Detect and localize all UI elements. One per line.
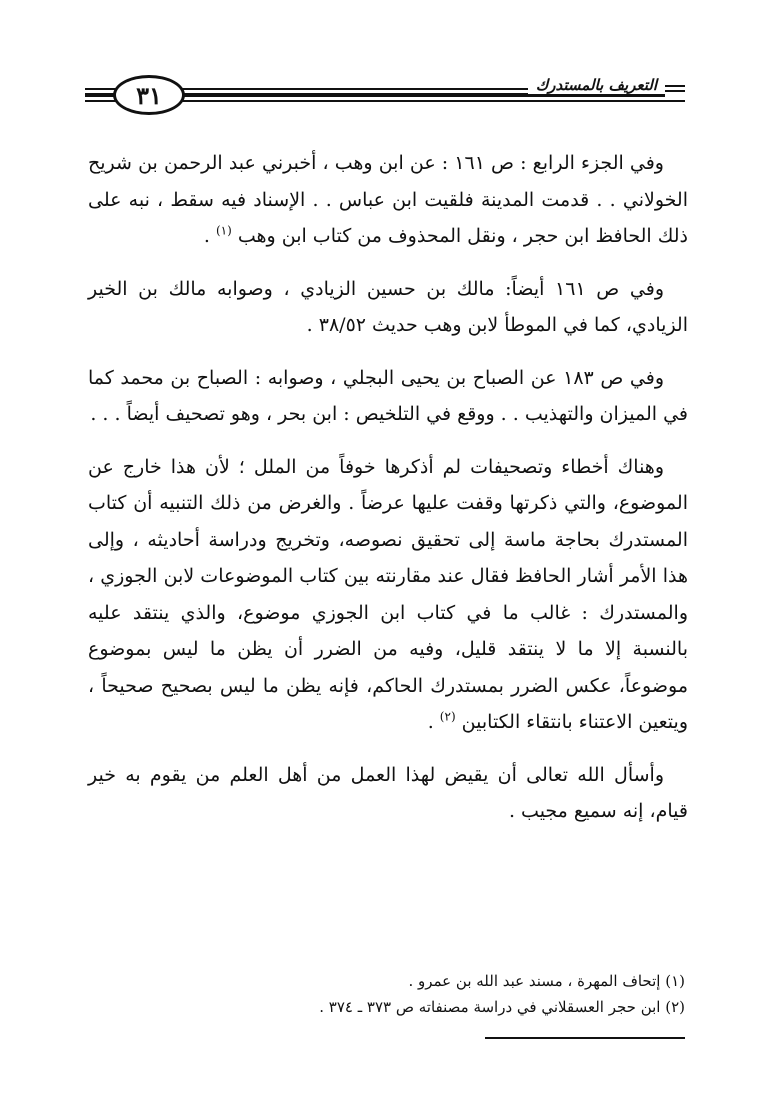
- paragraph: [88, 145, 688, 255]
- paragraph-ending: .: [203, 225, 216, 247]
- paragraph-text: وفي ص ١٨٣ عن الصباح بن يحيى البجلي ، وصوابه : الصباح بن محمد كما في الميزان والتهذيب . . ووقع في التلخيص : ابن بحر ، وهو تصحيف أيضاً . . .: [88, 366, 688, 425]
- footnote-ref: (٢): [439, 709, 456, 724]
- footnotes: [300, 968, 685, 1020]
- paragraph-text: وفي الجزء الرابع : ص ١٦١ : عن ابن وهب ، أخبرني عبد الرحمن بن شريح الخولاني . . قدمت المدينة فلقيت ابن عباس . . الإسناد فيه سقط ، نبه على ذلك الحافظ ابن حجر ، ونقل المحذوف من كتاب ابن وهب: [88, 152, 688, 247]
- footnote: (٢) ابن حجر العسقلاني في دراسة مصنفاته ص ٣٧٣ ـ ٣٧٤ .: [319, 998, 685, 1016]
- footnote-ref: (١): [215, 223, 232, 238]
- paragraph-text: وأسأل الله تعالى أن يقيض لهذا العمل من أهل العلم من يقوم به خير قيام، إنه سميع مجيب .: [88, 763, 688, 822]
- paragraph: [88, 271, 688, 344]
- paragraph: [88, 757, 688, 830]
- footnote-rule: [485, 1037, 685, 1039]
- paragraph-text: وفي ص ١٦١ أيضاً: مالك بن حسين الزيادي ، وصوابه مالك بن الخير الزيادي، كما في الموطأ لابن وهب حديث ٣٨/٥٢ .: [88, 277, 688, 336]
- main-text: [88, 145, 688, 846]
- paragraph-ending: .: [427, 711, 440, 733]
- paragraph: [88, 360, 688, 433]
- running-title: التعريف بالمستدرك: [528, 76, 665, 94]
- paragraph-text: وهناك أخطاء وتصحيفات لم أذكرها خوفاً من الملل ؛ لأن هذا خارج عن الموضوع، والتي ذكرتها وقفت عليها عرضاً . والغرض من ذلك التنبيه أن كتاب المستدرك بحاجة ماسة إلى تحقيق نصوصه، وتخريج ودراسة أحاديثه ، وإلى هذا الأمر أشار الحافظ فقال عند مقارنته بين كتاب الموضوعات لابن الجوزي ، والمستدرك : غالب ما في كتاب ابن الجوزي موضوع، والذي ينتقد عليه بالنسبة إلا ما لا ينتقد قليل، وفيه من الضرر أن يظن ما ليس بموضوع موضوعاً، عكس الضرر بمستدرك الحاكم، فإنه يظن ما ليس بصحيح صحيحاً ، ويتعين الاعتناء بانتقاء الكتابين: [88, 455, 688, 733]
- paragraph: [88, 449, 688, 741]
- page-number: ٣١: [113, 75, 185, 115]
- page-header: [85, 70, 685, 120]
- header-ornament-icon: [665, 82, 685, 98]
- footnote: (١) إتحاف المهرة ، مسند عبد الله بن عمرو .: [408, 972, 685, 990]
